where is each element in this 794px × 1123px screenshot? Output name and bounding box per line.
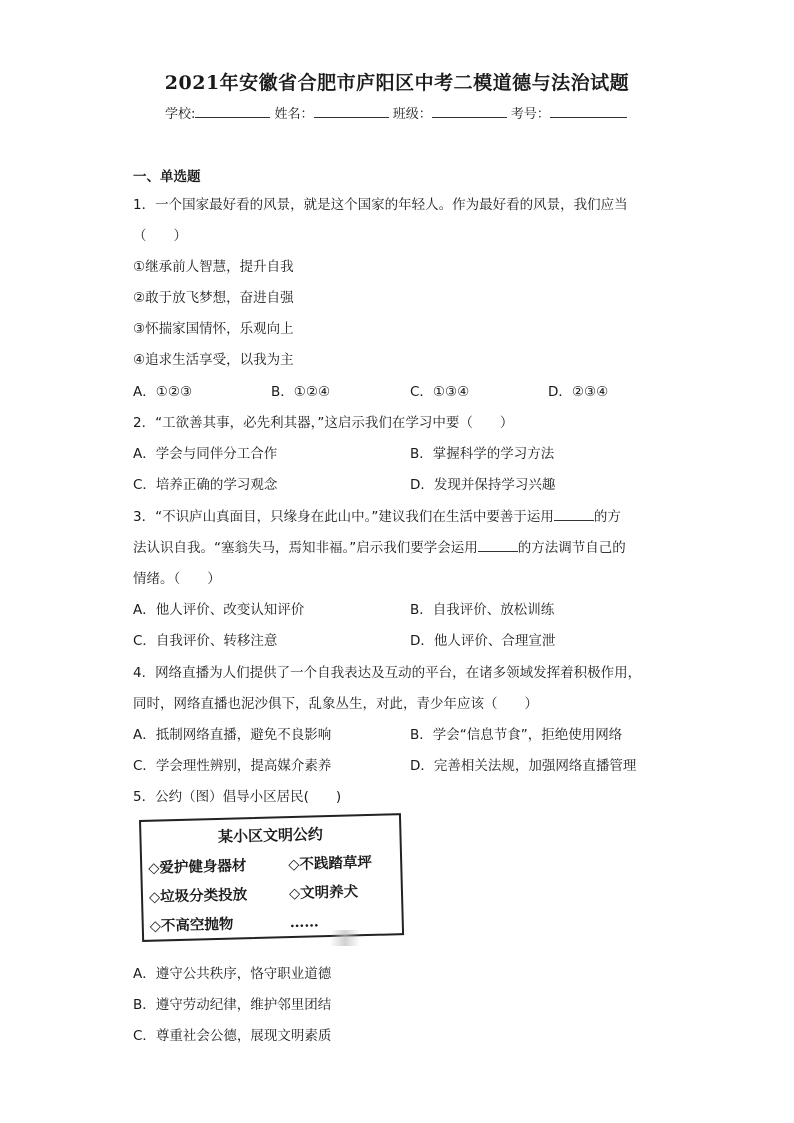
- q1-option-a[interactable]: A．①②③: [133, 384, 193, 400]
- class-label: 班级：: [392, 107, 432, 122]
- community-convention-image: [139, 813, 404, 942]
- page-title: 2021年安徽省合肥市庐阳区中考二模道德与法治试题: [164, 72, 630, 94]
- q2-option-a[interactable]: A．学会与同伴分工合作: [133, 446, 278, 462]
- q5-stem: 5．公约（图）倡导小区居民( ): [133, 789, 342, 805]
- q4-option-d[interactable]: D．完善相关法规，加强网络直播管理: [410, 758, 637, 774]
- convention-row: [149, 879, 401, 907]
- q3-stem-part-2: 的方: [593, 509, 621, 525]
- q3-option-a[interactable]: A．他人评价、改变认知评价: [133, 602, 305, 618]
- q3-blank-2[interactable]: [478, 539, 518, 552]
- image-scan-shadow: [330, 930, 360, 946]
- q1-stem: 1．一个国家最好看的风景，就是这个国家的年轻人。作为最好看的风景，我们应当: [133, 197, 628, 213]
- convention-item: ◇爱护健身器材: [148, 857, 247, 877]
- q2-stem: 2．“工欲善其事，必先利其器，”这启示我们在学习中要（ ）: [133, 415, 514, 431]
- name-blank[interactable]: [314, 104, 389, 118]
- school-blank[interactable]: [195, 104, 270, 118]
- q4-option-c[interactable]: C．学会理性辨别，提高媒介素养: [133, 758, 332, 774]
- q3-line2-part-2: 的方法调节自己的: [517, 540, 626, 556]
- q4-option-b[interactable]: B．学会“信息节食”，拒绝使用网络: [410, 727, 623, 743]
- q1-item-3: ③怀揣家国情怀，乐观向上: [133, 321, 294, 337]
- q4-stem-line-1: 4．网络直播为人们提供了一个自我表达及互动的平台，在诸多领域发挥着积极作用，: [133, 665, 642, 681]
- q2-option-d[interactable]: D．发现并保持学习兴趣: [410, 477, 556, 493]
- name-label: 姓名：: [274, 107, 314, 122]
- q5-option-c[interactable]: C．尊重社会公德，展现文明素质: [133, 1028, 332, 1044]
- q3-stem-part-1: 3．“不识庐山真面目，只缘身在此山中。”建议我们在生活中要善于运用: [133, 509, 554, 525]
- q3-option-c[interactable]: C．自我评价、转移注意: [133, 633, 278, 649]
- q3-option-d[interactable]: D．他人评价、合理宣泄: [410, 633, 556, 649]
- q3-stem-line-1: [133, 505, 621, 525]
- section-title: 一、单选题: [133, 169, 201, 185]
- q1-option-b[interactable]: B．①②④: [271, 384, 331, 400]
- q3-blank-1[interactable]: [554, 508, 594, 521]
- school-label: 学校:: [165, 107, 196, 122]
- q4-stem-line-2: 同时，网络直播也泥沙俱下，乱象丛生，对此，青少年应该（ ）: [133, 696, 538, 712]
- q1-option-d[interactable]: D．②③④: [548, 384, 609, 400]
- q1-item-4: ④追求生活享受，以我为主: [133, 352, 294, 368]
- convention-item: ◇垃圾分类投放: [148, 886, 248, 906]
- class-blank[interactable]: [432, 104, 507, 118]
- exam-number-blank[interactable]: [550, 104, 627, 118]
- q1-option-c[interactable]: C．①③④: [410, 384, 470, 400]
- q3-line2-part-1: 法认识自我。“塞翁失马，焉知非福。”启示我们要学会运用: [133, 540, 478, 556]
- q1-item-2: ②敢于放飞梦想，奋进自强: [133, 290, 294, 306]
- student-info-line: [165, 103, 627, 122]
- q3-option-b[interactable]: B．自我评价、放松训练: [410, 602, 555, 618]
- q5-option-b[interactable]: B．遵守劳动纪律，维护邻里团结: [133, 997, 332, 1013]
- q3-stem-line-3: 情绪。（ ）: [133, 571, 221, 587]
- q1-item-1: ①继承前人智慧，提升自我: [133, 259, 294, 275]
- convention-row: [148, 850, 400, 878]
- convention-ellipsis: ……: [289, 913, 319, 932]
- q2-option-c[interactable]: C．培养正确的学习观念: [133, 477, 278, 493]
- convention-row: [149, 908, 401, 936]
- q3-stem-line-2: [133, 536, 626, 556]
- convention-item: ◇文明养犬: [288, 883, 359, 903]
- convention-title: 某小区文明公约: [217, 825, 324, 846]
- convention-item: ◇不高空抛物: [149, 915, 234, 935]
- q4-option-a[interactable]: A．抵制网络直播，避免不良影响: [133, 727, 332, 743]
- q5-option-a[interactable]: A．遵守公共秩序，恪守职业道德: [133, 966, 332, 982]
- q2-option-b[interactable]: B．掌握科学的学习方法: [410, 446, 555, 462]
- convention-item: ◇不践踏草坪: [287, 853, 373, 874]
- q1-paren: （ ）: [133, 228, 187, 244]
- exam-number-label: 考号：: [510, 107, 550, 122]
